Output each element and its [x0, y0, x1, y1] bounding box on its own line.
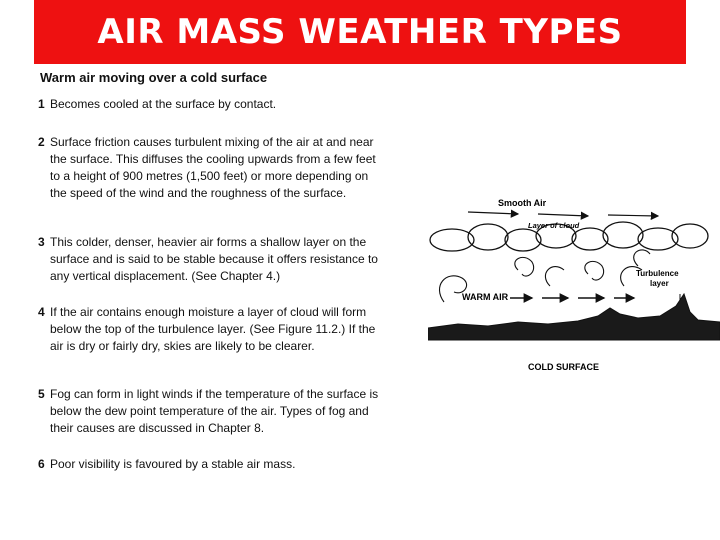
- air-mass-diagram: [428, 190, 720, 390]
- smooth-air-label: Smooth Air: [498, 198, 547, 208]
- item-text: Poor visibility is favoured by a stable air mass.: [50, 457, 296, 471]
- item-text: If the air contains enough moisture a layer of cloud will form below the top of the turbulence layer. (See Figure 11.2.) If the air is dry or fairly dry, skies are likely to be clearer.: [50, 305, 376, 353]
- turbulence-label-line1: Turbulence: [636, 269, 679, 278]
- smooth-air-arrow: [608, 215, 658, 216]
- cold-surface-label: COLD SURFACE: [528, 362, 600, 372]
- item-text: Surface friction causes turbulent mixing of the air at and near the surface. This diffuses the cooling upwards from a few feet to a height of 900 metres (1,500 feet) or more depending on the speed of the wind and the roughness of the surface.: [50, 135, 376, 200]
- item-number: 6: [38, 457, 45, 471]
- document-scan: [36, 64, 396, 484]
- item-text: Fog can form in light winds if the temperature of the surface is below the dew point temperature of the air. Types of fog and their causes are discussed in Chapter 8.: [50, 387, 379, 435]
- item-number: 5: [38, 387, 45, 401]
- item-number: 3: [38, 235, 45, 249]
- smooth-air-arrow: [538, 214, 588, 216]
- warm-air-label: WARM AIR: [462, 292, 509, 302]
- item-text: Becomes cooled at the surface by contact.: [50, 97, 277, 111]
- item-number: 1: [38, 97, 45, 111]
- doc-heading: Warm air moving over a cold surface: [40, 70, 268, 85]
- layer-of-cloud-label: Layer of cloud: [528, 221, 580, 230]
- slide-title: AIR MASS WEATHER TYPES: [97, 12, 623, 52]
- item-number: 2: [38, 135, 45, 149]
- item-text: This colder, denser, heavier air forms a shallow layer on the surface and is said to be stable because it offers resistance to any vertical displacement. (See Chapter 4.): [50, 235, 378, 283]
- item-number: 4: [38, 305, 45, 319]
- title-banner: [34, 0, 686, 64]
- turbulence-label-line2: layer: [650, 279, 669, 288]
- smooth-air-arrow: [468, 212, 518, 214]
